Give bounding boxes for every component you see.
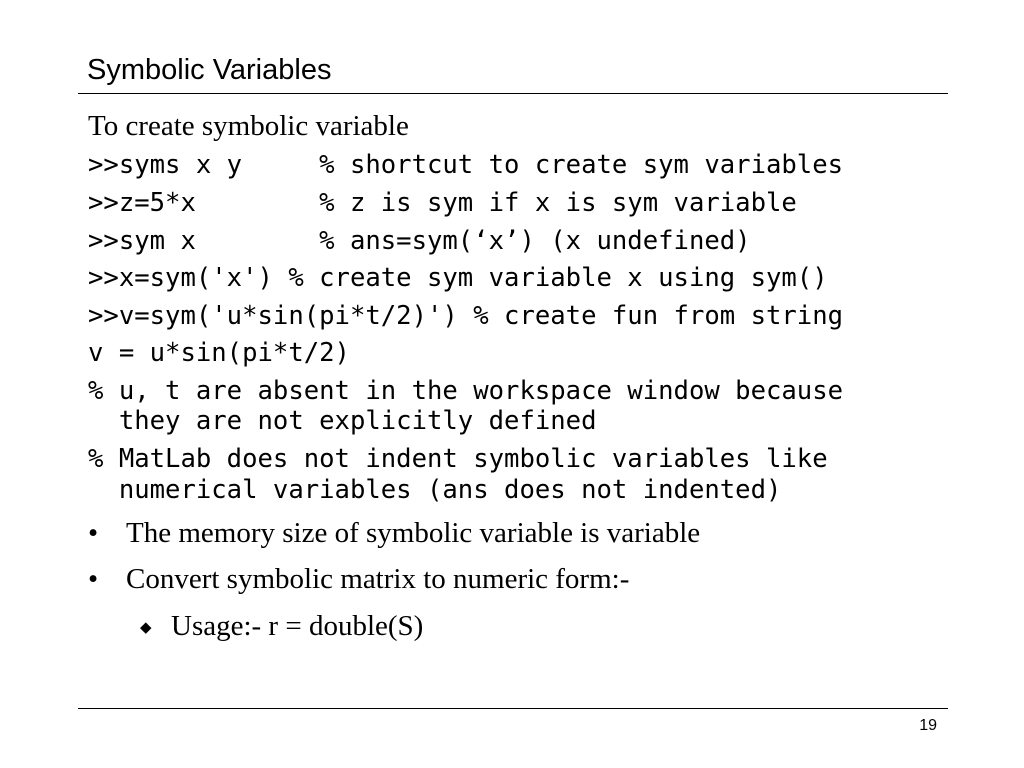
code-line: % u, t are absent in the workspace window because xyxy=(88,376,844,406)
code-line: >>sym x % ans=sym(‘x’) (x undefined) xyxy=(88,226,751,256)
sub-bullet-text: Usage:- r = double(S) xyxy=(171,610,424,642)
code-line: v = u*sin(pi*t/2) xyxy=(88,338,350,368)
code-line: >>syms x y % shortcut to create sym variables xyxy=(88,150,844,180)
code-line: >>x=sym('x') % create sym variable x using sym() xyxy=(88,263,828,293)
code-line: >>z=5*x % z is sym if x is sym variable xyxy=(88,188,797,218)
diamond-bullet-icon: ◆ xyxy=(140,618,152,636)
intro-text: To create symbolic variable xyxy=(88,110,409,142)
bullet-text: Convert symbolic matrix to numeric form:- xyxy=(126,563,630,595)
bullet-text: The memory size of symbolic variable is variable xyxy=(126,517,701,549)
title-divider xyxy=(78,93,948,94)
slide-title: Symbolic Variables xyxy=(87,54,332,86)
bullet-marker: • xyxy=(88,563,99,595)
code-line: numerical variables (ans does not indented) xyxy=(88,475,782,505)
code-line: % MatLab does not indent symbolic variables like xyxy=(88,444,828,474)
bullet-marker: • xyxy=(88,517,99,549)
code-line: they are not explicitly defined xyxy=(88,406,597,436)
page-number: 19 xyxy=(919,717,937,734)
code-line: >>v=sym('u*sin(pi*t/2)') % create fun from string xyxy=(88,301,844,331)
footer-divider xyxy=(78,708,948,709)
